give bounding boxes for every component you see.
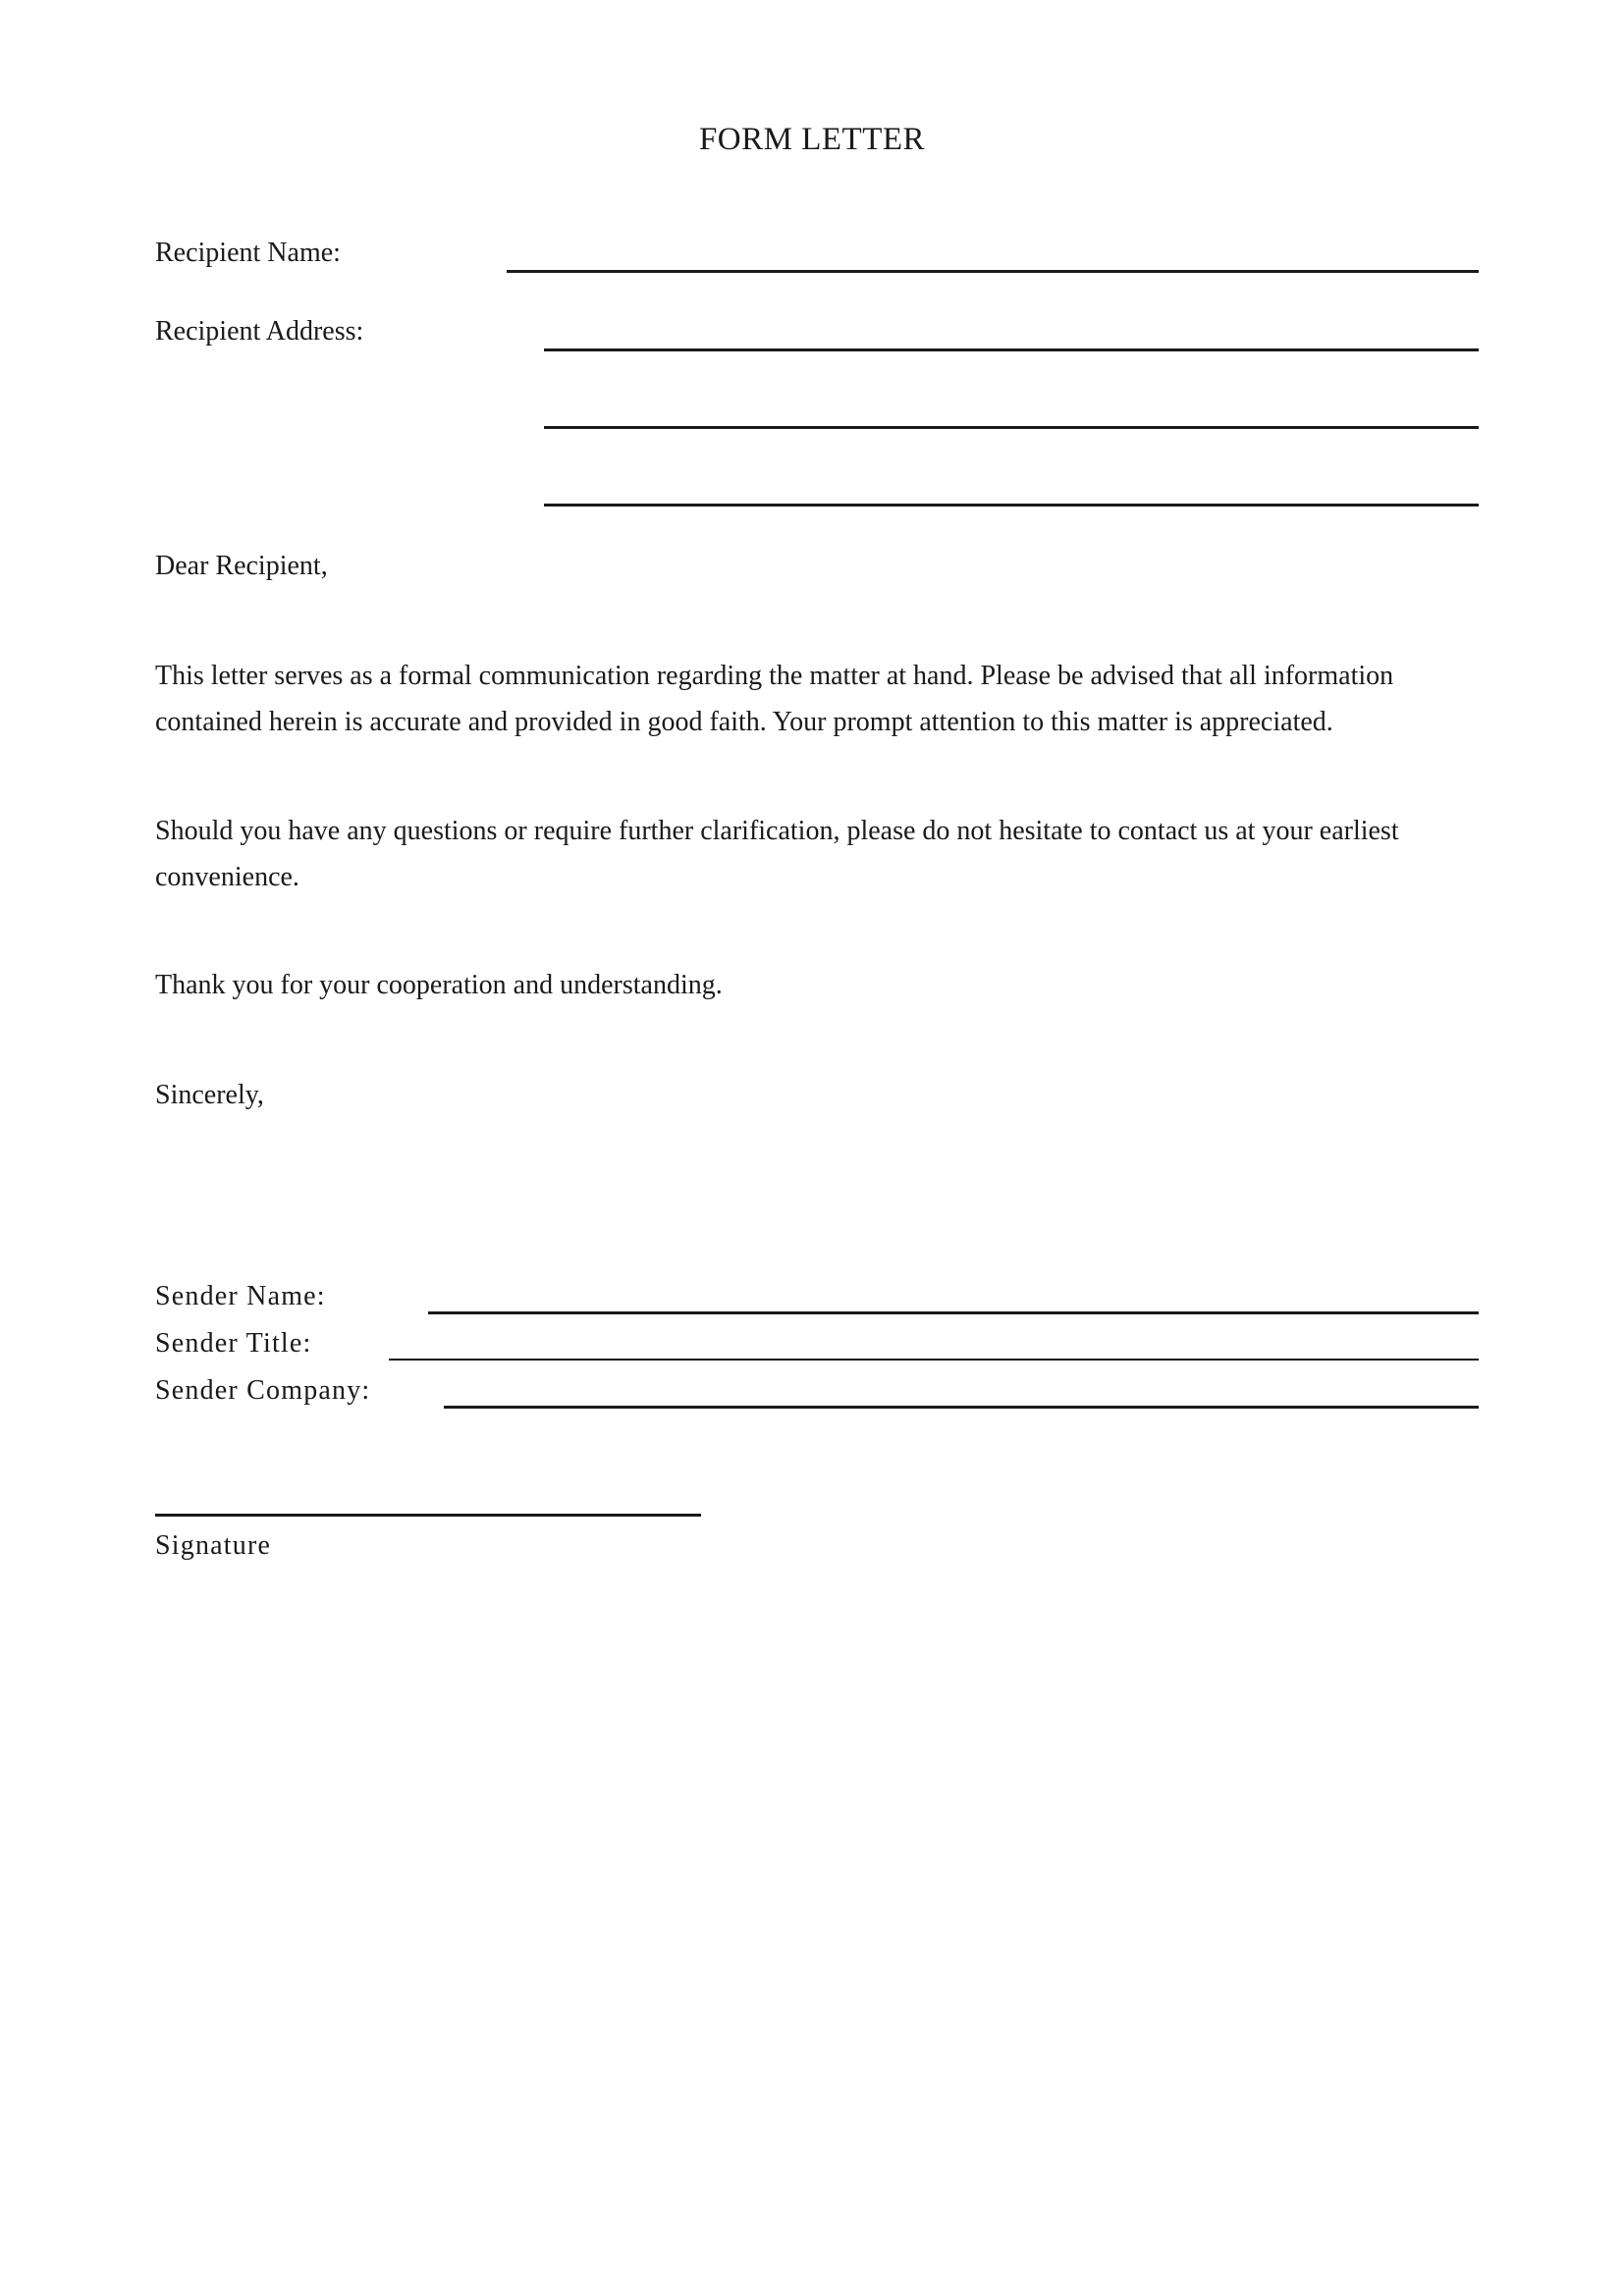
sender-name-label: Sender Name:: [155, 1281, 326, 1311]
body-paragraph-2: Should you have any questions or require further clarification, please do not hesitate to contact us at your earliest convenience.: [155, 816, 1399, 892]
sender-name-line[interactable]: [428, 1311, 1479, 1314]
page-title: FORM LETTER: [698, 122, 926, 157]
recipient-address-line-2[interactable]: [544, 426, 1479, 429]
signature-label: Signature: [155, 1530, 272, 1561]
signature-line[interactable]: [155, 1514, 701, 1517]
body-paragraph-3: Thank you for your cooperation and understanding.: [155, 970, 723, 1000]
sender-title-line[interactable]: [389, 1359, 1479, 1361]
recipient-name-label: Recipient Name:: [155, 238, 341, 268]
recipient-name-line[interactable]: [507, 270, 1479, 273]
recipient-address-line-1[interactable]: [544, 348, 1479, 351]
body-paragraph-1: This letter serves as a formal communication regarding the matter at hand. Please be advised that all information contained herein is accurate and provided in good faith. Your prompt attention to this matter is appreciated.: [155, 661, 1394, 737]
sender-title-label: Sender Title:: [155, 1328, 312, 1359]
recipient-address-label: Recipient Address:: [155, 316, 364, 347]
closing: Sincerely,: [155, 1080, 264, 1110]
sender-company-label: Sender Company:: [155, 1375, 371, 1406]
sender-company-line[interactable]: [444, 1406, 1479, 1409]
salutation: Dear Recipient,: [155, 551, 328, 581]
recipient-address-line-3[interactable]: [544, 504, 1479, 507]
